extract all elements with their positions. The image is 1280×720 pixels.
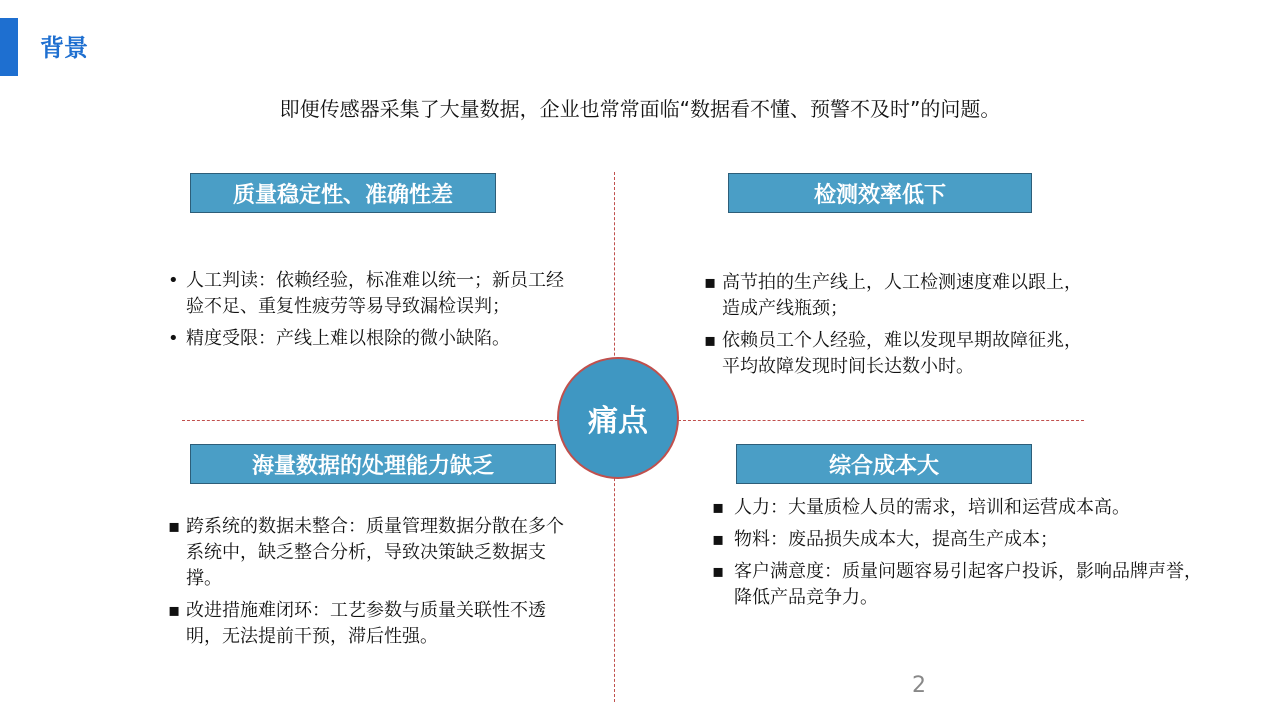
- bullet-marker: •: [168, 328, 179, 349]
- list-bottom-left: [168, 514, 568, 656]
- title-accent-bar: [0, 18, 18, 76]
- list-item: [712, 559, 1212, 611]
- list-item-text: 依赖员工个人经验，难以发现早期故障征兆，平均故障发现时间长达数小时。: [722, 330, 1082, 377]
- list-item-text: 人工判读：依赖经验，标准难以统一；新员工经验不足、重复性疲劳等易导致漏检误判；: [186, 270, 564, 317]
- list-item-text: 物料：废品损失成本大，提高生产成本；: [734, 529, 1058, 550]
- list-item-text: 跨系统的数据未整合：质量管理数据分散在多个系统中，缺乏整合分析，导致决策缺乏数据支撑。: [186, 516, 564, 589]
- list-item: [168, 326, 578, 352]
- list-top-right: [704, 270, 1094, 386]
- horizontal-divider-right: [678, 420, 1084, 421]
- bullet-marker: •: [168, 270, 179, 291]
- quadrant-title-bottom-left: 海量数据的处理能力缺乏: [190, 444, 556, 484]
- list-item-text: 高节拍的生产线上，人工检测速度难以跟上，造成产线瓶颈；: [722, 272, 1082, 319]
- bullet-marker: ▪: [712, 529, 725, 550]
- bullet-marker: ▪: [168, 600, 181, 621]
- bullet-marker: ▪: [712, 561, 725, 582]
- list-top-left: [168, 268, 578, 358]
- list-item-text: 精度受限：产线上难以根除的微小缺陷。: [186, 328, 510, 349]
- list-item: [712, 495, 1212, 521]
- pain-point-label: 痛点: [588, 404, 648, 439]
- list-item: [704, 328, 1094, 380]
- list-item: [168, 598, 568, 650]
- horizontal-divider-left: [182, 420, 558, 421]
- quadrant-title-top-right: 检测效率低下: [728, 173, 1032, 213]
- page-number: 2: [912, 673, 926, 698]
- intro-text: 即便传感器采集了大量数据，企业也常常面临“数据看不懂、预警不及时”的问题。: [279, 97, 1001, 121]
- page-title: 背景: [40, 34, 88, 62]
- quadrant-title-top-left: 质量稳定性、准确性差: [190, 173, 496, 213]
- list-item: [712, 527, 1212, 553]
- list-item-text: 客户满意度：质量问题容易引起客户投诉，影响品牌声誉，降低产品竞争力。: [734, 561, 1202, 608]
- list-item: [168, 514, 568, 592]
- list-bottom-right: [712, 495, 1212, 617]
- bullet-marker: ▪: [712, 497, 725, 518]
- quadrant-title-bottom-right: 综合成本大: [736, 444, 1032, 484]
- pain-point-circle: [557, 357, 679, 479]
- list-item: [168, 268, 578, 320]
- list-item: [704, 270, 1094, 322]
- bullet-marker: ▪: [168, 516, 181, 537]
- bullet-marker: ▪: [704, 272, 717, 293]
- bullet-marker: ▪: [704, 330, 717, 351]
- list-item-text: 人力：大量质检人员的需求，培训和运营成本高。: [734, 497, 1130, 518]
- list-item-text: 改进措施难闭环：工艺参数与质量关联性不透明，无法提前干预，滞后性强。: [186, 600, 546, 647]
